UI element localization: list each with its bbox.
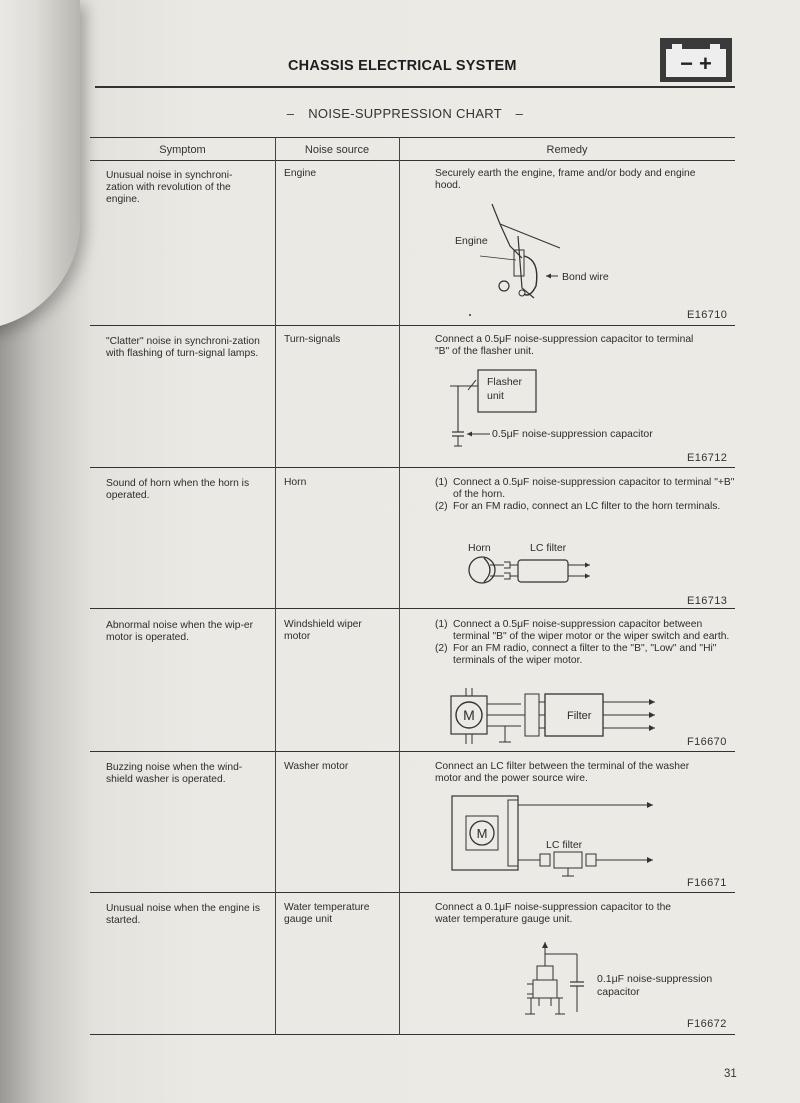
column-header-symptom: Symptom [159,144,206,156]
noise-source-cell: Washer motor [284,761,349,772]
chart-title-suffix: – [515,106,524,121]
remedy-cell [435,477,738,513]
row-divider [90,325,735,326]
motor-label: M [476,826,488,841]
remedy-item-text: For an FM radio, connect a filter to the "B", "Low" and "Hi" terminals of the wiper motor. [453,643,717,666]
diagram-label: LC filter [530,542,567,554]
remedy-item-text: Connect a 0.5μF noise-suppression capacitor between terminal "B" of the wiper motor or the wiper switch and earth. [453,619,730,642]
chart-title [0,106,800,121]
diagram-label: LC filter [546,839,583,851]
horn-lc-filter-diagram [460,540,620,596]
washer-motor-lc-filter-diagram [448,790,663,880]
chart-title-text: NOISE-SUPPRESSION CHART [308,106,502,121]
table-header-rule [90,160,735,161]
remedy-item-text: For an FM radio, connect an LC filter to the horn terminals. [453,501,721,512]
remedy-cell: Connect an LC filter between the terminal of the washer motor and the power source wire. [435,761,690,784]
figure-code: E16713 [687,595,728,607]
chart-title-prefix: – [286,106,295,121]
figure-code: E16710 [687,309,728,321]
remedy-item [435,619,738,643]
header-rule [95,86,735,88]
symptom-cell: Abnormal noise when the wip-er motor is operated. [106,620,254,643]
motor-label: M [463,707,475,723]
diagram-label: Flasher [487,376,523,388]
table-bottom-rule [90,1034,735,1035]
row-divider [90,751,735,752]
remedy-item-number: (2) [435,643,448,654]
remedy-cell: Connect a 0.5μF noise-suppression capacitor to terminal "B" of the flasher unit. [435,334,694,357]
remedy-item-number: (1) [435,477,448,488]
symptom-cell: "Clatter" noise in synchroni-zation with flashing of turn-signal lamps. [106,336,260,359]
remedy-item-number: (2) [435,501,448,512]
filter-label: Filter [567,710,592,722]
diagram-label: Bond wire [562,271,609,283]
column-divider [275,137,276,1035]
wiper-motor-filter-diagram [445,686,660,748]
remedy-item [435,477,738,501]
noise-source-cell: Turn-signals [284,334,341,345]
symptom-cell: Sound of horn when the horn is operated. [106,478,250,501]
column-header-noise-source: Noise source [304,144,370,156]
noise-source-cell: Windshield wiper motor [284,619,362,642]
diagram-label: Horn [468,542,491,554]
symptom-cell: Unusual noise in synchroni-zation with revolution of the engine. [106,170,233,205]
remedy-item [435,643,738,667]
page-number: 31 [724,1068,737,1080]
water-temp-gauge-capacitor-diagram [515,940,745,1020]
battery-polarity-label: − + [680,51,712,76]
diagram-label: 0.1μF noise-suppression [597,973,713,985]
figure-code: E16712 [687,452,728,464]
remedy-cell: Securely earth the engine, frame and/or body and engine hood. [435,168,696,191]
noise-source-cell: Water temperature gauge unit [284,902,370,925]
flasher-capacitor-diagram [440,368,680,458]
diagram-label: 0.5μF noise-suppression capacitor [492,428,653,440]
figure-code: F16672 [687,1018,727,1030]
remedy-cell: Connect a 0.1μF noise-suppression capacitor to the water temperature gauge unit. [435,902,672,925]
column-divider [399,137,400,1035]
figure-code: F16670 [687,736,727,748]
remedy-item-number: (1) [435,619,448,630]
table-top-rule [90,137,735,138]
row-divider [90,892,735,893]
noise-source-cell: Engine [284,168,317,179]
row-divider [90,467,735,468]
symptom-cell: Unusual noise when the engine is started. [106,903,260,926]
column-header-remedy: Remedy [546,144,588,156]
figure-code: F16671 [687,877,727,889]
diagram-label: Engine [455,235,488,247]
row-divider [90,608,735,609]
noise-source-cell: Horn [284,477,307,488]
remedy-item [435,501,738,513]
battery-icon [660,38,732,82]
diagram-label: unit [487,390,504,402]
page-title: CHASSIS ELECTRICAL SYSTEM [288,58,517,74]
symptom-cell: Buzzing noise when the wind-shield washer is operated. [106,762,243,785]
remedy-cell [435,619,738,667]
diagram-label: capacitor [597,986,640,998]
remedy-item-text: Connect a 0.5μF noise-suppression capacitor to terminal "+B" of the horn. [453,477,735,500]
engine-bond-wire-diagram [440,198,640,318]
